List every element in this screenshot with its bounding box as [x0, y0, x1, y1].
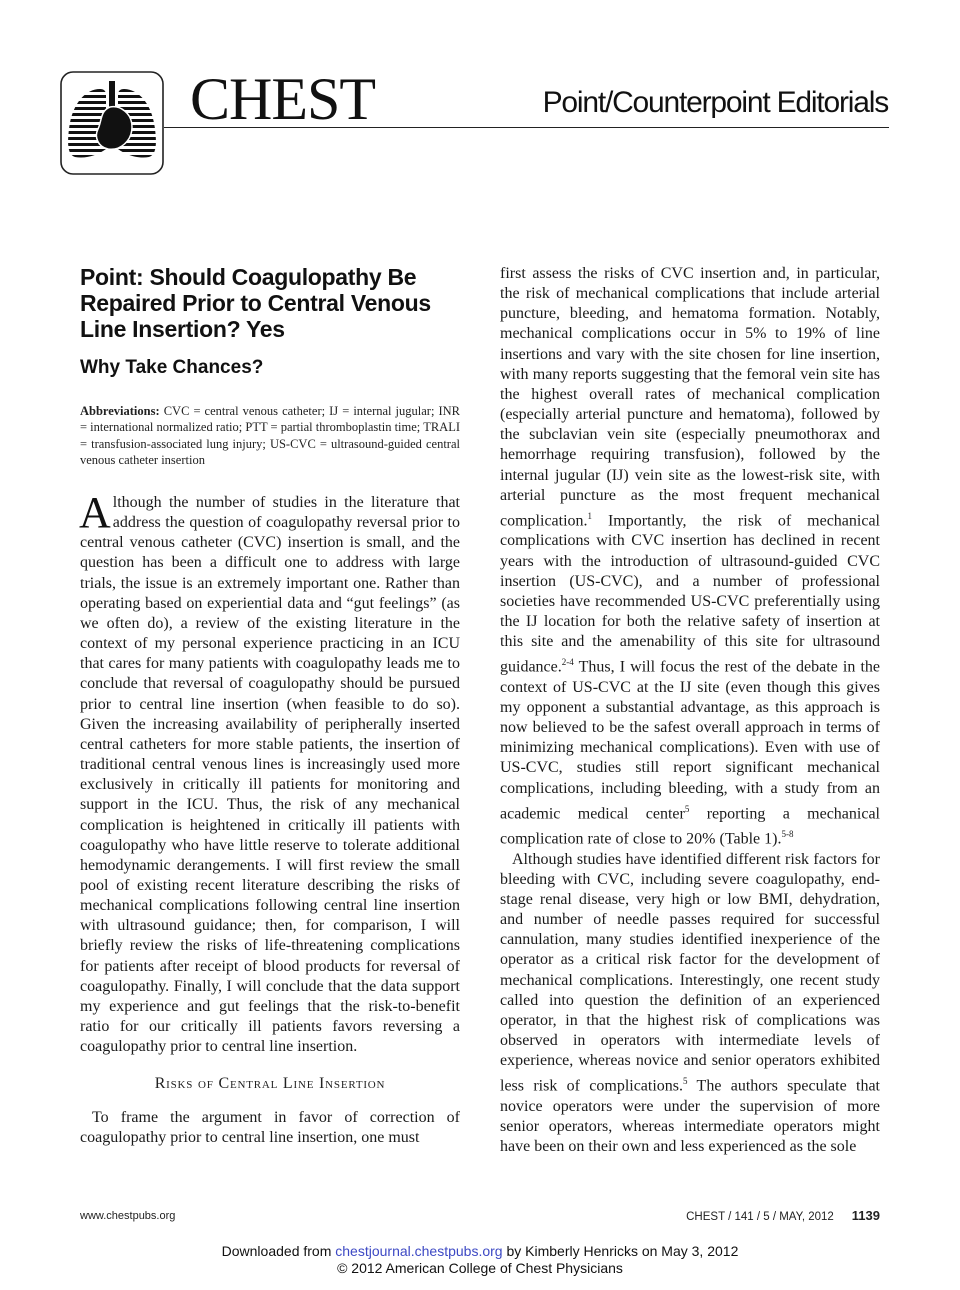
- intro-paragraph: [79, 488, 460, 1057]
- section-title: Point/Counterpoint Editorials: [542, 86, 888, 119]
- article-subtitle: Why Take Chances?: [80, 357, 264, 378]
- download-notice: [0, 1243, 960, 1277]
- reference-mark: 5-8: [781, 829, 794, 840]
- journal-link[interactable]: chestjournal.chestpubs.org: [335, 1243, 503, 1259]
- footer-citation: [686, 1208, 880, 1223]
- abbreviations-label: Abbreviations:: [80, 404, 160, 418]
- paragraph-risks: first assess the risks of CVC insertion and, in particular, the risk of mechanical complications that include arterial puncture, bleeding, and hematoma formation. Notably, mechanical complications occur in 5% to 19% of line insertions and vary with the site chosen for line insertion, with many reports suggesting that the femoral vein site has the highest overall rates of mechanical complication (especially arterial puncture and hematoma), followed by the subclavian vein site (especially pneumothorax and hemorrhage requiring transfusion), followed by the internal jugular (IJ) vein site as the lowest-risk site, with arterial puncture as the most frequent mechanical complication.$^1$ Importantly, the risk of mechanical complications with CVC insertion has declined in recent years with the introduction of ultrasound-guided CVC insertion (US-CVC), and a number of professional societies have recommended US-CVC preferentially using the IJ location for both the relative safety of insertion at this site and the amenability of this site for ultrasound guidance.$^{2-4}$ Thus, I will focus the rest of the debate in the context of US-CVC at the IJ site (even though this gives my opponent a substantial advantage, as this approach is now believed to be the safest overall approach in terms of minimizing mechanical complications). Even with use of US-CVC, studies still report significant mechanical complications, including bleeding, with a study from an academic medical center$^5$ reporting a mechanical complication rate of close to 20% (Table 1).$^{5-8}$: [500, 265, 881, 848]
- drop-cap: A: [79, 488, 111, 537]
- abbreviations: [80, 403, 460, 468]
- page-number: 1139: [851, 1208, 880, 1223]
- right-column: [500, 264, 880, 1157]
- section-heading-risks: Risks of Central Line Insertion: [154, 1075, 386, 1093]
- citation-text: CHEST / 141 / 5 / MAY, 2012: [686, 1211, 834, 1223]
- left-column: [79, 488, 460, 1148]
- intro-text: lthough the number of studies in the literature that address the question of coagulopathy reversal prior to central venous catheter (CVC) insertion is small, and the question has been a difficult one to address with large trials, the issue is an extremely important one. Rather than operating based on experiential data and “gut feelings” (as we often do), a review of the existing literature in the context of my personal experience practicing in an ICU that cares for many patients with coagulopathy leads me to conclude that reversal of coagulopathy should be pursued prior to central line insertion (when feasible to do so). Given the increasing availability of peripherally inserted central catheters for more stable patients, the insertion of traditional central venous lines is increasingly used more exclusively in critically ill patients for monitoring and support in the ICU. Thus, the risk of any mechanical complication is heightened in critically ill patients with coagulopathy who have little reserve to tolerate additional hemodynamic derangements. I will first review the small pool of existing recent literature describing the risks of mechanical complications following central line insertion with ultrasound guidance; then, for comparison, I will briefly review the risks of life-threatening complications for patients after receipt of blood products for reversal of coagulopathy. Finally, I will conclude that the data support my experience and gut feelings that the risk-to-benefit ratio for our critically ill patients favors reversing a coagulopathy prior to central line insertion.: [80, 494, 460, 1056]
- reference-mark: 2-4: [561, 657, 574, 668]
- paragraph-operators: Although studies have identified different risk factors for bleeding with CVC, including severe coagulopathy, end-stage renal disease, very high or low BMI, dehydration, and number of needle passes required for successful cannulation, many studies identified inexperience of the operator as a critical risk factor for the development of mechanical complications. Interestingly, one recent study called into question the definition of an experienced operator, in that the highest risk of complications was observed in operators with intermediate levels of experience, whereas novice and senior operators exhibited less risk of complications.$^5$ The authors speculate that novice operators were under the supervision of more senior operators, whereas intermediate operators might have been on their own and less experienced as the sole: [500, 850, 880, 1156]
- reference-mark: 5: [684, 803, 690, 814]
- download-line: Downloaded from chestjournal.chestpubs.org by Kimberly Henricks on May 3, 2012: [221, 1243, 739, 1259]
- footer-website: www.chestpubs.org: [80, 1210, 176, 1222]
- article-title: Point: Should Coagulopathy Be Repaired Prior to Central Venous Line Insertion? Yes: [80, 264, 431, 342]
- journal-name: CHEST: [190, 66, 376, 132]
- header-rule: [164, 127, 889, 128]
- chest-logo: [60, 71, 164, 175]
- reference-mark: 1: [587, 510, 593, 521]
- copyright-line: © 2012 American College of Chest Physicians: [337, 1260, 623, 1276]
- paragraph-frame: To frame the argument in favor of correction of coagulopathy prior to central line insertion, one must: [80, 1108, 460, 1146]
- reference-mark: 5: [683, 1076, 688, 1087]
- abbreviations-text: CVC = central venous catheter; IJ = internal jugular; INR = international normalized ratio; PTT = partial thromboplastin time; TRALI = transfusion-associated lung injury; US-CVC = ultrasound-guided central venous catheter insertion: [80, 404, 461, 467]
